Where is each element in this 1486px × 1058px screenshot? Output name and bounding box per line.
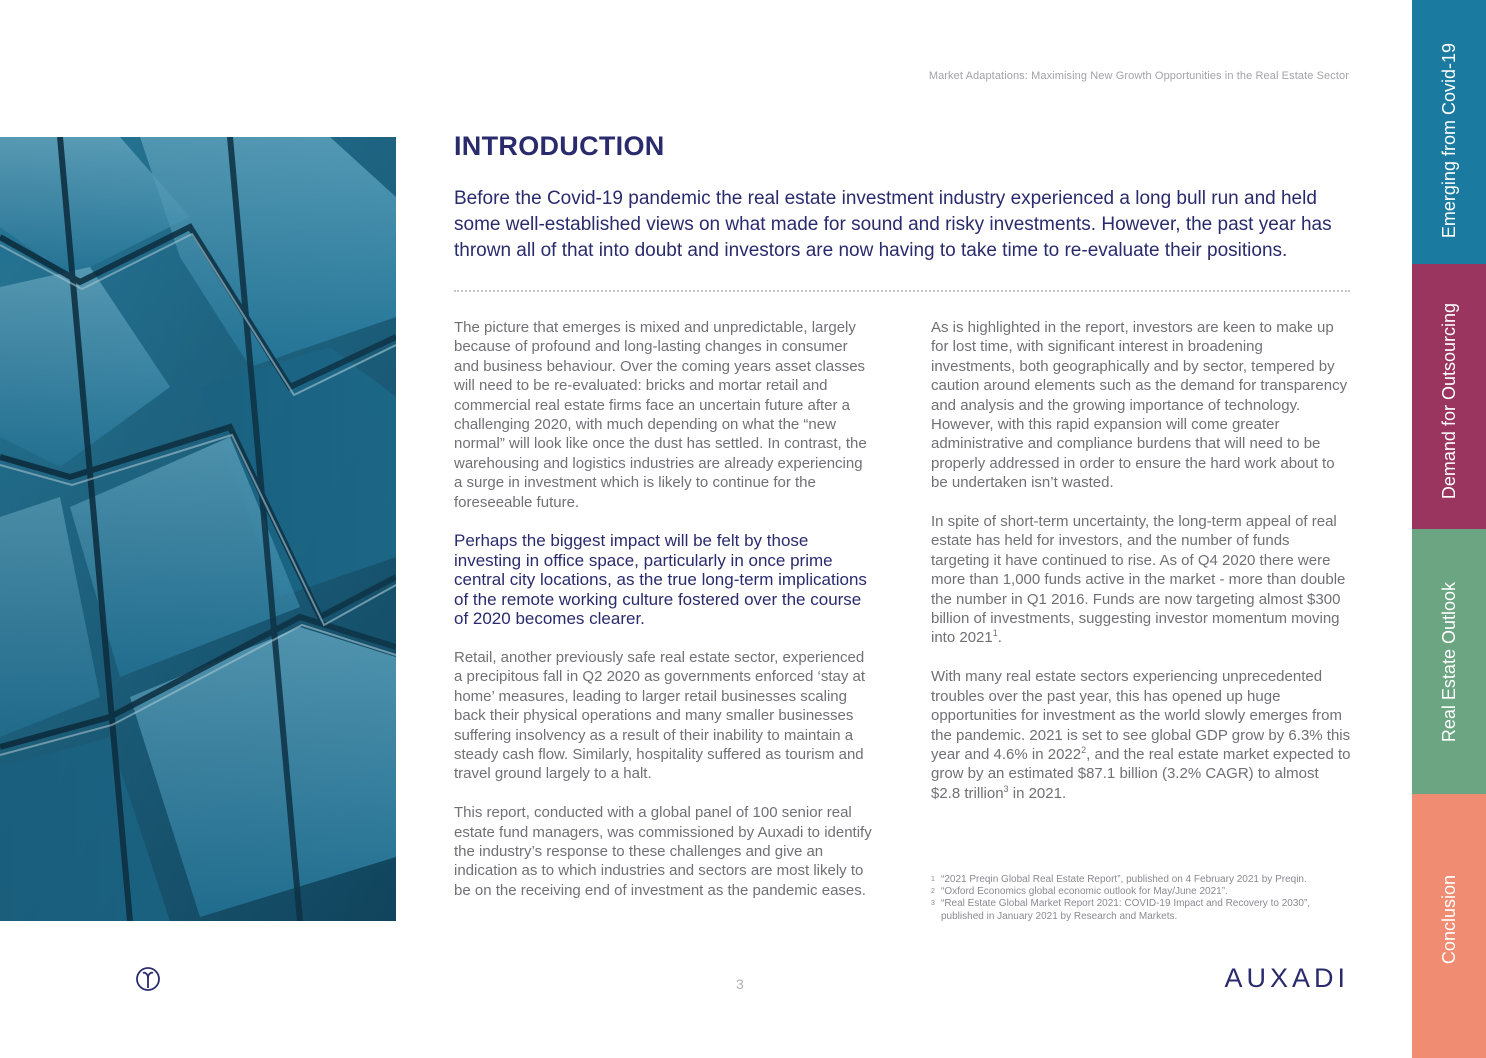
section-tabs [1412, 0, 1486, 1058]
tab-demand-for-outsourcing[interactable] [1412, 264, 1486, 529]
auxadi-symbol-icon [135, 966, 161, 992]
tab-label: Real Estate Outlook [1438, 581, 1459, 742]
footnote-ref[interactable]: 3 [1003, 783, 1009, 794]
tab-emerging-from-covid[interactable] [1412, 0, 1486, 264]
body-paragraph: This report, conducted with a global panel of 100 senior real estate fund managers, was commissioned by Auxadi to identify the industry’s response to these challenges and give an indication as to which industries and sectors are most likely to be on the receiving end of investment as the pandemic eases. [454, 804, 872, 899]
page-title: INTRODUCTION [454, 131, 665, 161]
footnote-number: 3 [931, 900, 935, 908]
body-paragraph [931, 667, 1351, 803]
footnote-ref[interactable]: 2 [1081, 744, 1087, 755]
footnote-item [931, 874, 1351, 886]
glass-building-photo [0, 137, 396, 921]
footnote-item [931, 898, 1351, 922]
tab-conclusion[interactable] [1412, 794, 1486, 1058]
body-text: . [997, 629, 1002, 647]
body-text: With many real estate sectors experiencing unprecedented troubles over the past year, this has opened up huge opportunities for investment as the world slowly emerges from the pandemic. 2021 is set to see global GDP grow by 6.3% this year and 4.6% in 2022 [931, 668, 1351, 763]
tab-real-estate-outlook[interactable] [1412, 529, 1486, 794]
tab-label: Conclusion [1438, 874, 1459, 964]
page-number: 3 [736, 976, 744, 992]
intro-lead: Before the Covid-19 pandemic the real estate investment industry experienced a long bull run and held some well-established views on what made for sound and risky investments. However, the past year has thrown all of that into doubt and investors are now having to take time to re-evaluate their positions. [454, 188, 1332, 261]
footnote-text: “2021 Preqin Global Real Estate Report”, published on 4 February 2021 by Preqin. [941, 874, 1307, 885]
footnote-text: “Real Estate Global Market Report 2021: COVID-19 Impact and Recovery to 2030”, published in January 2021 by Research and Markets. [941, 898, 1311, 922]
dotted-divider [454, 290, 1350, 292]
footnote-ref[interactable]: 1 [992, 628, 998, 639]
body-paragraph: The picture that emerges is mixed and unpredictable, largely because of profound and long-lasting changes in consumer and business behaviour. Over the coming years asset classes will need to be re-evaluated: bricks and mortar retail and commercial real estate firms face an uncertain future after a challenging 2020, with much depending on what the “new normal” will look like once the dust has settled. In contrast, the warehousing and logistics industries are already experiencing a surge in investment which is likely to continue for the foreseeable future. [454, 319, 867, 511]
footnote-number: 1 [931, 876, 935, 883]
body-paragraph [931, 512, 1351, 648]
highlight-paragraph: Perhaps the biggest impact will be felt by those investing in office space, particularly in once prime central city locations, as the true long-term implications of the remote working culture fostered over the course of 2020 becomes clearer. [454, 531, 867, 629]
body-paragraph: Retail, another previously safe real estate sector, experienced a precipitous fall in Q2 2020 as governments enforced ‘stay at home’ measures, leading to larger retail businesses scaling back their physical operations and many smaller businesses suffering insolvency as a result of their inability to maintain a steady cash flow. Similarly, hospitality suffered as tourism and travel ground largely to a halt. [454, 648, 866, 783]
body-paragraph: As is highlighted in the report, investors are keen to make up for lost time, with significant interest in broadening investments, both geographically and by sector, tempered by caution around elements such as the demand for transparency and analysis and the growing importance of technology. However, with this rapid expansion will come greater administrative and compliance burdens that will need to be properly addressed in order to ensure the hard work about to be undertaken isn’t wasted. [931, 319, 1348, 492]
running-header: Market Adaptations: Maximising New Growth Opportunities in the Real Estate Sector [928, 70, 1349, 82]
left-column [454, 318, 874, 920]
right-column [931, 318, 1351, 823]
footnotes [931, 874, 1351, 923]
body-text: In spite of short-term uncertainty, the long-term appeal of real estate has held for investors, and the number of funds targeting it have continued to rise. As of Q4 2020 there were more than 1,000 funds active in the market - more than double the number in Q1 2016. Funds are now targeting almost $300 billion of investments, suggesting investor momentum moving into 2021 [931, 513, 1346, 647]
footnote-number: 2 [931, 888, 935, 896]
tab-label: Emerging from Covid-19 [1438, 42, 1459, 238]
footnote-item [931, 886, 1351, 898]
body-text: in 2021. [1008, 784, 1067, 802]
tab-label: Demand for Outsourcing [1438, 302, 1459, 499]
auxadi-logo: AUXADI [1224, 963, 1349, 993]
body-text: , and the real estate market expected to grow by an estimated $87.1 billion (3.2% CAGR) to almost $2.8 trillion [931, 745, 1351, 802]
footnote-text: “Oxford Economics global economic outlook for May/June 2021”. [941, 886, 1228, 898]
